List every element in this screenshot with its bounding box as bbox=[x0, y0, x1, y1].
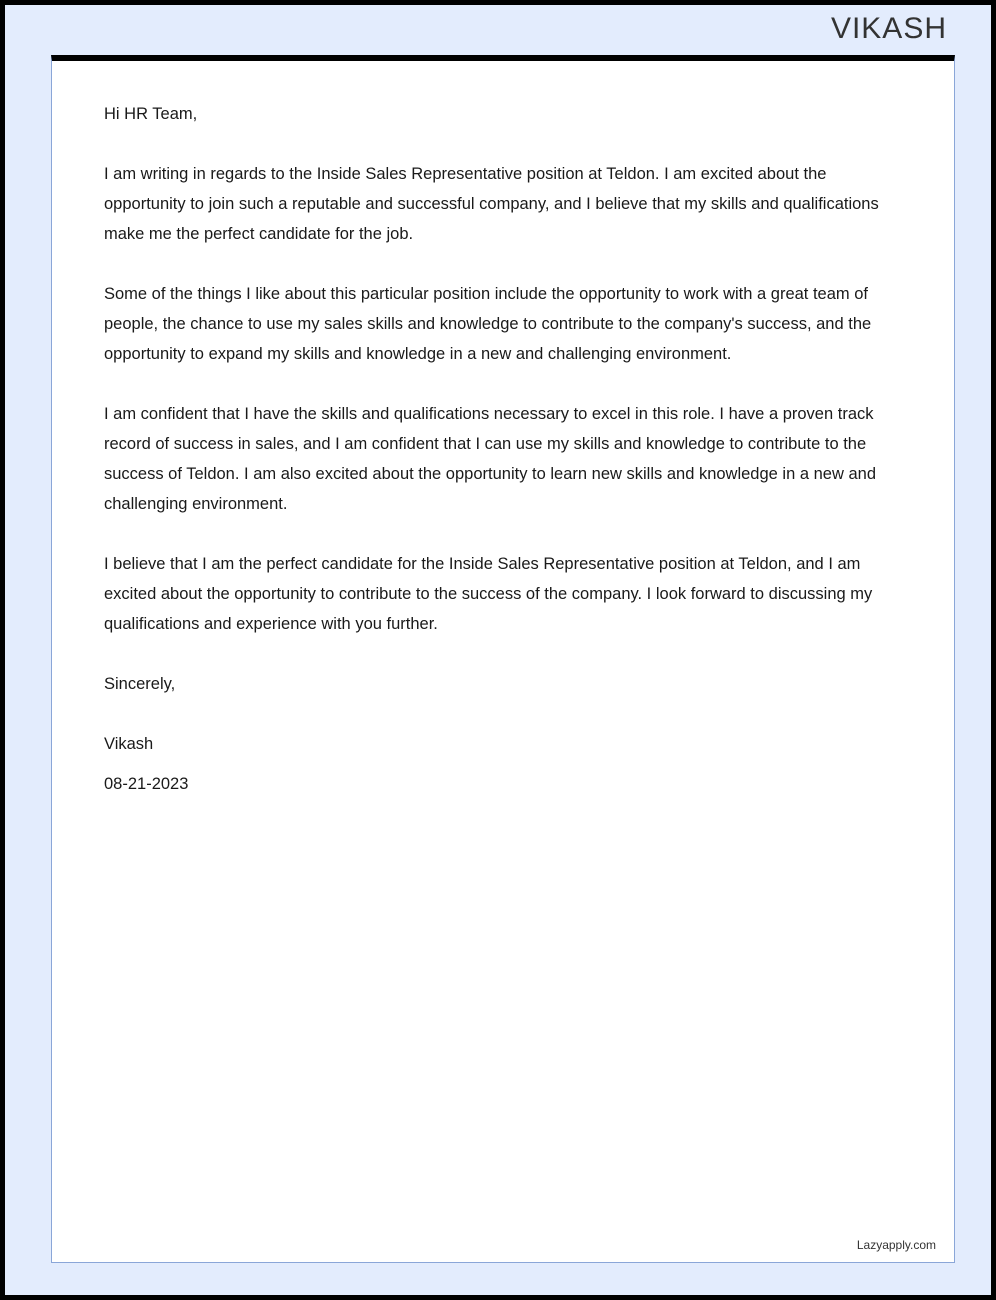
letter-signature: Vikash bbox=[104, 735, 154, 753]
cover-letter-body bbox=[52, 61, 954, 799]
letter-salutation: Hi HR Team, bbox=[104, 105, 198, 123]
letter-date: 08-21-2023 bbox=[104, 775, 189, 793]
letter-paragraph-4: I believe that I am the perfect candidate for the Inside Sales Representative position at Teldon, and I am excited about the opportunity to contribute to the success of the company. I look forward to discussing my qualifications and experience with you further. bbox=[104, 555, 873, 633]
document-header bbox=[5, 5, 991, 53]
brand-name: VIKASH bbox=[830, 12, 947, 45]
cover-letter-sheet bbox=[51, 55, 955, 1263]
letter-paragraph-3: I am confident that I have the skills and qualifications necessary to excel in this role. I have a proven track record of success in sales, and I am confident that I can use my skills and knowledge to contribute to the success of Teldon. I am also excited about the opportunity to learn new skills and knowledge in a new and challenging environment. bbox=[104, 405, 876, 513]
letter-paragraph-1: I am writing in regards to the Inside Sales Representative position at Teldon. I am excited about the opportunity to join such a reputable and successful company, and I believe that my skills and qualifications make me the perfect candidate for the job. bbox=[104, 165, 879, 243]
letter-closing: Sincerely, bbox=[104, 675, 176, 693]
footer-attribution: Lazyapply.com bbox=[856, 1238, 936, 1252]
letter-paragraph-2: Some of the things I like about this particular position include the opportunity to work with a great team of people, the chance to use my sales skills and knowledge to contribute to the company's success, and the opportunity to expand my skills and knowledge in a new and challenging environment. bbox=[104, 285, 872, 363]
